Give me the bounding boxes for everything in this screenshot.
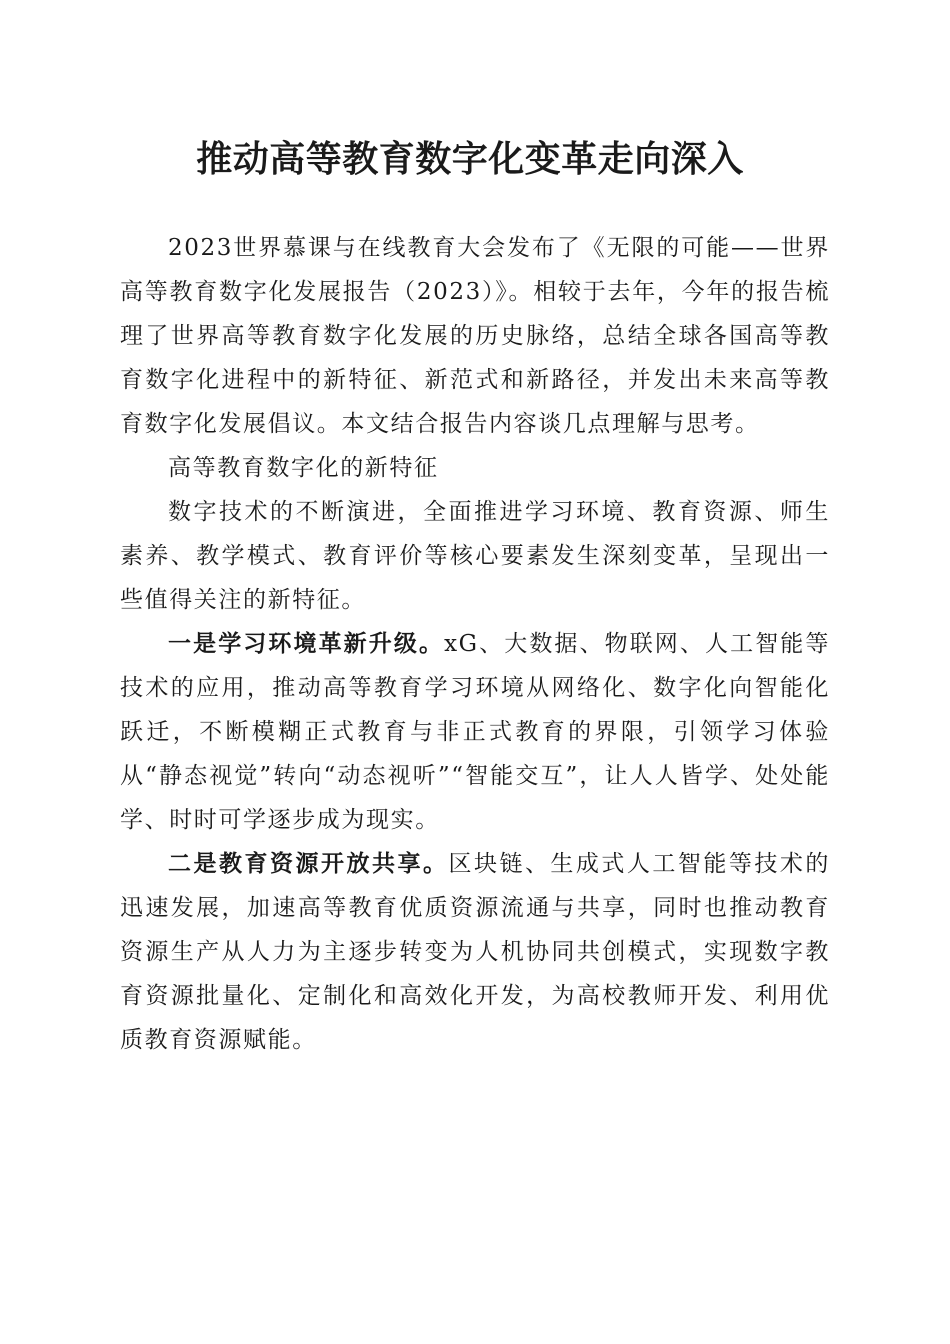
intro-paragraph-text: 2023世界慕课与在线教育大会发布了《无限的可能——世界高等教育数字化发展报告（2023）》。相较于去年，今年的报告梳理了世界高等教育数字化发展的历史脉络，总结全球各国高等教育数字化进程中的新特征、新范式和新路径，并发出未来高等教育数字化发展倡议。本文结合报告内容谈几点理解与思考。 [120, 235, 830, 437]
point-one-text: xG、大数据、物联网、人工智能等技术的应用，推动高等教育学习环境从网络化、数字化向智能化跃迁，不断模糊正式教育与非正式教育的界限，引领学习体验从“静态视觉”转向“动态视听”“智能交互”，让人人皆学、处处能学、时时可学逐步成为现实。 [120, 631, 830, 833]
point-one-lead: 一是学习环境革新升级。 [168, 630, 445, 657]
point-two-paragraph [120, 842, 830, 1062]
point-two-lead: 二是教育资源开放共享。 [168, 850, 449, 877]
intro-paragraph [120, 226, 830, 446]
section-intro-text: 数字技术的不断演进，全面推进学习环境、教育资源、师生素养、教学模式、教育评价等核心要素发生深刻变革，呈现出一些值得关注的新特征。 [120, 499, 830, 613]
point-two-text: 区块链、生成式人工智能等技术的迅速发展，加速高等教育优质资源流通与共享，同时也推动教育资源生产从人力为主逐步转变为人机协同共创模式，实现数字教育资源批量化、定制化和高效化开发，为高校教师开发、利用优质教育资源赋能。 [120, 851, 830, 1053]
point-one-paragraph [120, 622, 830, 842]
document-title: 推动高等教育数字化变革走向深入 [196, 139, 744, 180]
section-heading-text: 高等教育数字化的新特征 [168, 455, 439, 481]
section-intro-paragraph [120, 490, 830, 622]
section-heading [120, 446, 830, 490]
document-body [120, 226, 830, 1062]
